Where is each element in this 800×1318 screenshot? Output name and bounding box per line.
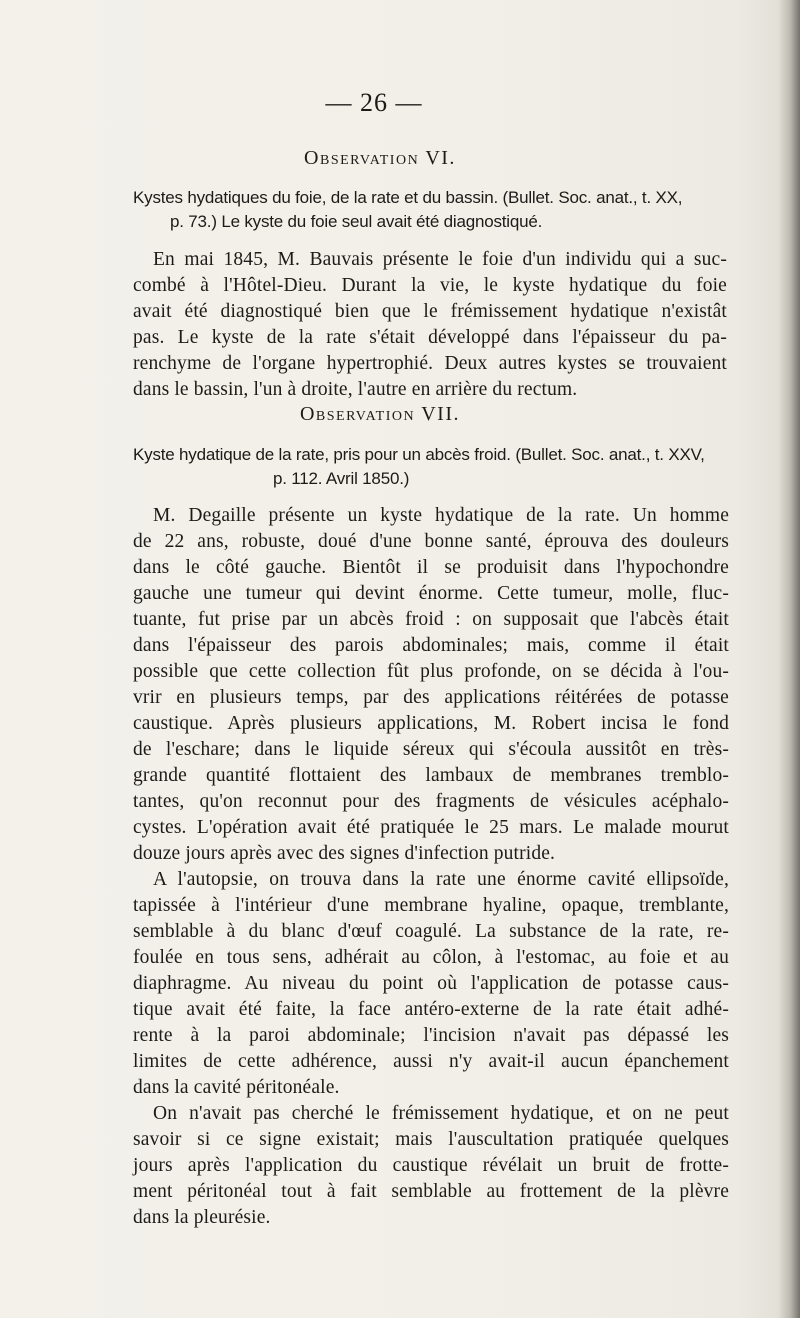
text-line: tique avait été faite, la face antéro-externe de la rate était adhé- — [133, 999, 729, 1020]
text-line: En mai 1845, M. Bauvais présente le foie d'un individu qui a suc- — [153, 249, 727, 270]
text-line: jours après l'application du caustique révélait un bruit de frotte- — [133, 1155, 729, 1176]
caption-line: Kyste hydatique de la rate, pris pour un abcès froid. (Bullet. Soc. anat., t. XXV, — [133, 445, 705, 464]
text-line: cystes. L'opération avait été pratiquée le 25 mars. Le malade mourut — [133, 817, 729, 838]
text-line: On n'avait pas cherché le frémissement hydatique, et on ne peut — [153, 1103, 729, 1124]
text-line: grande quantité flottaient des lambaux de membranes tremblo- — [133, 765, 729, 786]
text-line: rente à la paroi abdominale; l'incision n'avait pas dépassé les — [133, 1025, 729, 1046]
text-line: tantes, qu'on reconnut pour des fragments de vésicules acéphalo- — [133, 791, 729, 812]
text-line: de 22 ans, robuste, doué d'une bonne santé, éprouva des douleurs — [133, 531, 729, 552]
text-line: douze jours après avec des signes d'infection putride. — [133, 843, 556, 864]
text-line: limites de cette adhérence, aussi n'y avait-il aucun épanchement — [133, 1051, 729, 1072]
text-line: dans le côté gauche. Bientôt il se produisit dans l'hypochondre — [133, 557, 729, 578]
observation-7-paragraph-3 — [133, 1101, 729, 1231]
text-line: gauche une tumeur qui devint énorme. Cette tumeur, molle, fluc- — [133, 583, 729, 604]
page-number: — 26 — — [325, 88, 423, 117]
text-line: possible que cette collection fût plus profonde, on se décida à l'ou- — [133, 661, 729, 682]
text-line: caustique. Après plusieurs applications, M. Robert incisa le fond — [133, 713, 729, 734]
observation-7-paragraph-2 — [133, 867, 729, 1101]
text-line: M. Degaille présente un kyste hydatique de la rate. Un homme — [153, 505, 729, 526]
observation-7-heading: Observation VII. — [299, 403, 461, 425]
text-line: dans la cavité péritonéale. — [133, 1077, 340, 1098]
page-edge-shadow — [778, 0, 800, 1318]
observation-7-caption — [133, 443, 733, 491]
caption-line: p. 73.) Le kyste du foie seul avait été diagnostiqué. — [170, 212, 543, 231]
text-line: savoir si ce signe existait; mais l'auscultation pratiquée quelques — [133, 1129, 729, 1150]
text-line: dans la pleurésie. — [133, 1207, 271, 1228]
caption-line: Kystes hydatiques du foie, de la rate et du bassin. (Bullet. Soc. anat., t. XX, — [133, 188, 683, 207]
text-line: dans l'épaisseur des parois abdominales; mais, comme il était — [133, 635, 729, 656]
caption-line: p. 112. Avril 1850.) — [273, 469, 410, 488]
text-line: combé à l'Hôtel-Dieu. Durant la vie, le kyste hydatique du foie — [133, 275, 727, 296]
text-line: avait été diagnostiqué bien que le frémissement hydatique n'existât — [133, 301, 727, 322]
observation-6-heading: Observation VI. — [304, 147, 456, 169]
text-line: de l'eschare; dans le liquide séreux qui s'écoula aussitôt en très- — [133, 739, 729, 760]
text-line: pas. Le kyste de la rate s'était développé dans l'épaisseur du pa- — [133, 327, 727, 348]
observation-6-caption — [133, 186, 723, 234]
text-line: tuante, fut prise par un abcès froid : on supposait que l'abcès était — [133, 609, 729, 630]
text-line: renchyme de l'organe hypertrophié. Deux autres kystes se trouvaient — [133, 353, 727, 374]
text-line: foulée en tous sens, adhérait au côlon, à l'estomac, au foie et au — [133, 947, 729, 968]
observation-7-paragraph-1 — [133, 503, 729, 867]
text-line: semblable à du blanc d'œuf coagulé. La substance de la rate, re- — [133, 921, 729, 942]
text-line: tapissée à l'intérieur d'une membrane hyaline, opaque, tremblante, — [133, 895, 729, 916]
text-line: dans le bassin, l'un à droite, l'autre en arrière du rectum. — [133, 379, 578, 400]
text-line: vrir en plusieurs temps, par des applications réitérées de potasse — [133, 687, 729, 708]
text-line: diaphragme. Au niveau du point où l'application de potasse caus- — [133, 973, 729, 994]
observation-6-body — [133, 247, 727, 403]
text-line: ment péritonéal tout à fait semblable au frottement de la plèvre — [133, 1181, 729, 1202]
text-line: A l'autopsie, on trouva dans la rate une énorme cavité ellipsoïde, — [153, 869, 729, 890]
